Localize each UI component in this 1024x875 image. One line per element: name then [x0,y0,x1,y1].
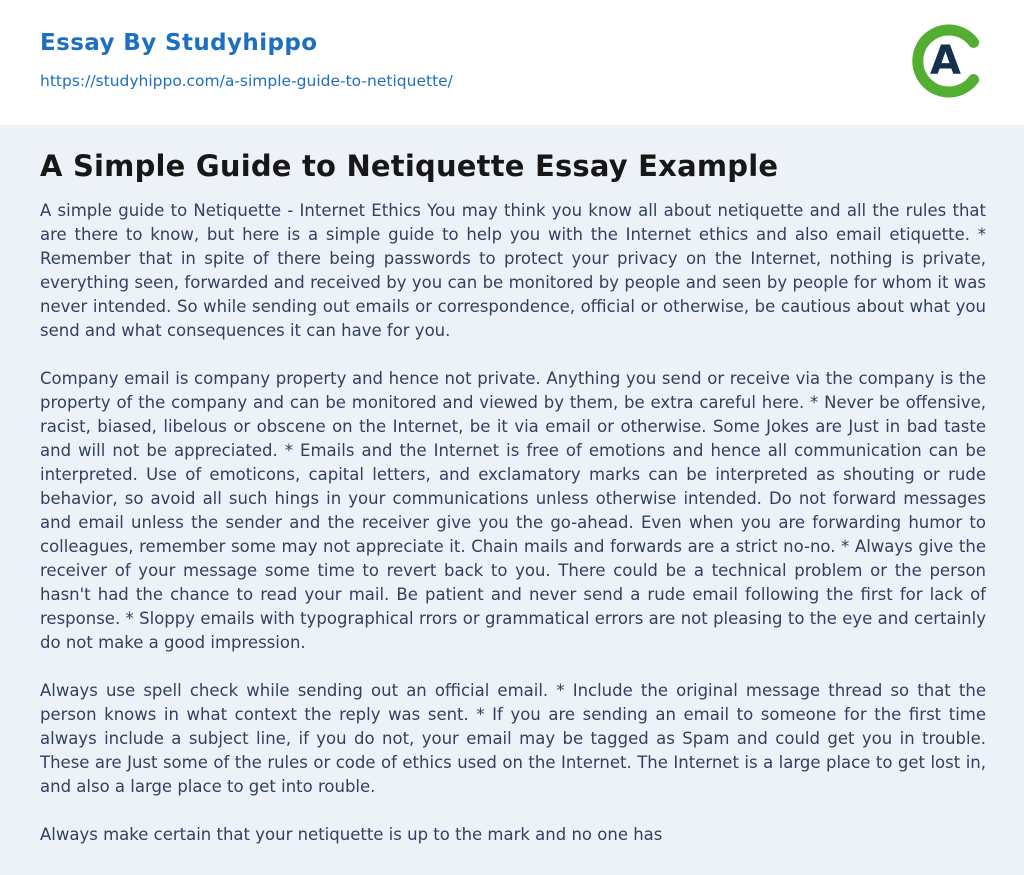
source-url-link[interactable]: https://studyhippo.com/a-simple-guide-to-netiquette/ [40,72,453,90]
site-header [0,0,1024,125]
studyhippo-logo-icon [908,22,986,100]
essay-content [0,125,1024,875]
essay-paragraph-3: Always use spell check while sending out an official email. * Include the original message thread so that the person knows in what context the reply was sent. * If you are sending an email to someone for the first time always include a subject line, if you do not, your email may be tagged as Spam and could get you in trouble. These are Just some of the rules or code of ethics used on the Internet. The Internet is a large place to get lost in, and also a large place to get into rouble. [40,681,986,796]
header-text-block [40,30,453,90]
logo-letter: A [930,38,961,84]
essay-paragraph-4: Always make certain that your netiquette is up to the mark and no one has [40,825,663,844]
site-title: Essay By Studyhippo [40,30,318,56]
essay-title: A Simple Guide to Netiquette Essay Example [40,149,779,183]
essay-paragraph-1: A simple guide to Netiquette - Internet Ethics You may think you know all about netiquette and all the rules that are there to know, but here is a simple guide to help you with the Internet ethics and also email etiquette. * Remember that in spite of there being passwords to protect your privacy on the Internet, nothing is private, everything seen, forwarded and received by you can be monitored by people and seen by people for whom it was never intended. So while sending out emails or correspondence, official or otherwise, be cautious about what you send and what consequences it can have for you. [40,201,986,340]
essay-paragraph-2: Company email is company property and hence not private. Anything you send or receive via the company is the property of the company and can be monitored and viewed by them, be extra careful here. * Never be offensive, racist, biased, libelous or obscene on the Internet, be it via email or otherwise. Some Jokes are Just in bad taste and will not be appreciated. * Emails and the Internet is free of emotions and hence all communication can be interpreted. Use of emoticons, capital letters, and exclamatory marks can be interpreted as shouting or rude behavior, so avoid all such hings in your communications unless otherwise intended. Do not forward messages and email unless the sender and the receiver give you the go-ahead. Even when you are forwarding humor to colleagues, remember some may not appreciate it. Chain mails and forwards are a strict no-no. * Always give the receiver of your message some time to revert back to you. There could be a technical problem or the person hasn't had the chance to read your mail. Be patient and never send a rude email following the first for lack of response. * Sloppy emails with typographical rrors or grammatical errors are not pleasing to the eye and certainly do not make a good impression. [40,369,986,652]
